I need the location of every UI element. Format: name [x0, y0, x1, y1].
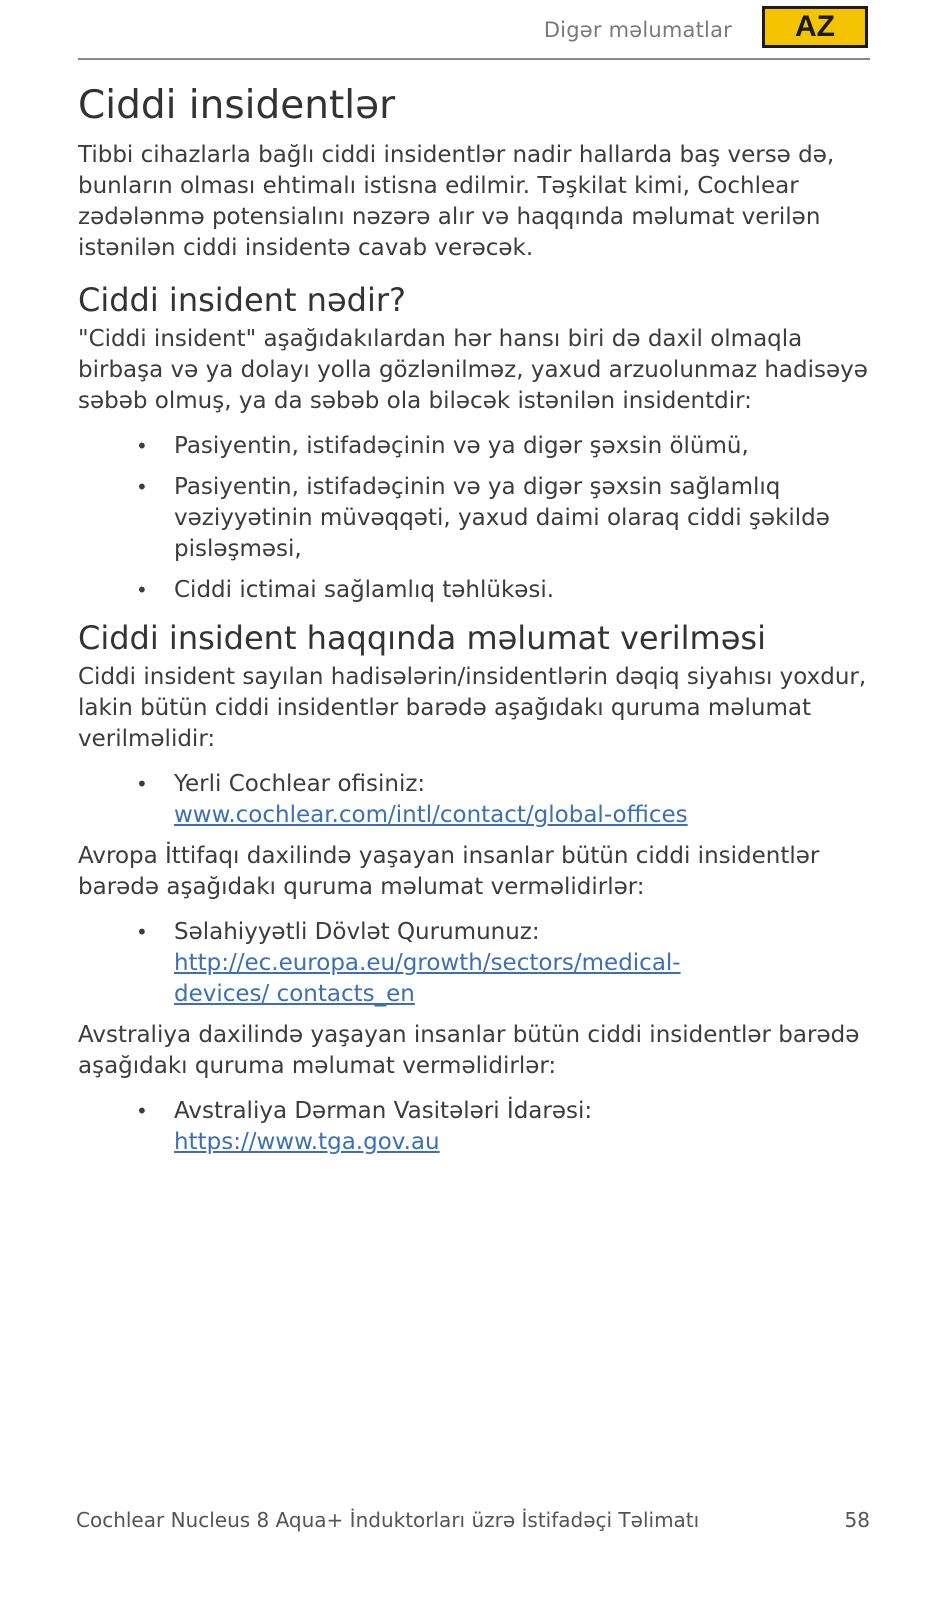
list-item	[78, 472, 878, 565]
header-divider	[78, 58, 870, 60]
eu-contacts-link-part1[interactable]: http://ec.europa.eu/growth/sectors/medical-	[174, 950, 681, 976]
au-authority-label: Avstraliya Dərman Vasitələri İdarəsi:	[174, 1098, 593, 1124]
local-office-list	[78, 769, 878, 831]
section-label: Digər məlumatlar	[543, 18, 732, 42]
list-item-text: Pasiyentin, istifadəçinin və ya digər şəxsin ölümü,	[174, 433, 749, 459]
intro-paragraph: Tibbi cihazlarla bağlı ciddi insidentlər nadir hallarda baş versə də, bunların olması ehtimalı istisna edilmir. Təşkilat kimi, Cochlear zədələnmə potensialını nəzərə alır və haqqında məlumat verilən istənilən ciddi insidentə cavab verəcək.	[78, 142, 835, 261]
section-heading-what-is: Ciddi insident nədir?	[78, 281, 406, 319]
page-footer	[76, 1508, 870, 1540]
eu-paragraph: Avropa İttifaqı daxilində yaşayan insanlar bütün ciddi insidentlər barədə aşağıdakı quruma məlumat verməlidirlər:	[78, 843, 820, 900]
document-title: Cochlear Nucleus 8 Aqua+ İnduktorları üzrə İstifadəçi Təlimatı	[76, 1508, 700, 1532]
list-item	[78, 575, 878, 606]
page-header	[78, 0, 870, 62]
au-authority-list	[78, 1096, 878, 1158]
bullet-icon: •	[136, 434, 148, 458]
bullet-icon: •	[136, 578, 148, 602]
eu-authority-label: Səlahiyyətli Dövlət Qurumunuz:	[174, 919, 540, 945]
eu-contacts-link-part2[interactable]: devices/ contacts_en	[174, 981, 415, 1007]
list-item	[78, 431, 878, 462]
definition-paragraph: "Ciddi insident" aşağıdakılardan hər hansı biri də daxil olmaqla birbaşa və ya dolayı yolla gözlənilməz, yaxud arzuolunmaz hadisəyə səbəb olmuş, ya da səbəb ola biləcək istənilən insidentdir:	[78, 326, 868, 414]
bullet-icon: •	[136, 772, 148, 796]
tga-link[interactable]: https://www.tga.gov.au	[174, 1129, 440, 1155]
bullet-icon: •	[136, 475, 148, 499]
eu-authority-list	[78, 917, 878, 1010]
bullet-icon: •	[136, 1099, 148, 1123]
section-heading-reporting: Ciddi insident haqqında məlumat verilməsi	[78, 619, 766, 657]
bullet-icon: •	[136, 920, 148, 944]
page-number: 58	[844, 1508, 870, 1532]
list-item	[78, 1096, 878, 1158]
language-badge: AZ	[762, 6, 868, 48]
australia-paragraph: Avstraliya daxilində yaşayan insanlar bütün ciddi insidentlər barədə aşağıdakı quruma məlumat verməlidirlər:	[78, 1022, 860, 1079]
list-item	[78, 769, 878, 831]
list-item-text: Pasiyentin, istifadəçinin və ya digər şəxsin sağlamlıq vəziyyətinin müvəqqəti, yaxud daimi olaraq ciddi şəkildə pisləşməsi,	[174, 474, 830, 562]
page-title: Ciddi insidentlər	[78, 83, 396, 128]
reporting-paragraph: Ciddi insident sayılan hadisələrin/insidentlərin dəqiq siyahısı yoxdur, lakin bütün ciddi insidentlər barədə aşağıdakı quruma məlumat verilməlidir:	[78, 664, 867, 752]
consequence-list	[78, 431, 878, 606]
list-item	[78, 917, 878, 1010]
list-item-text: Ciddi ictimai sağlamlıq təhlükəsi.	[174, 577, 555, 603]
global-offices-link[interactable]: www.cochlear.com/intl/contact/global-offices	[174, 802, 688, 828]
page-content	[78, 80, 878, 1168]
local-office-label: Yerli Cochlear ofisiniz:	[174, 771, 426, 797]
